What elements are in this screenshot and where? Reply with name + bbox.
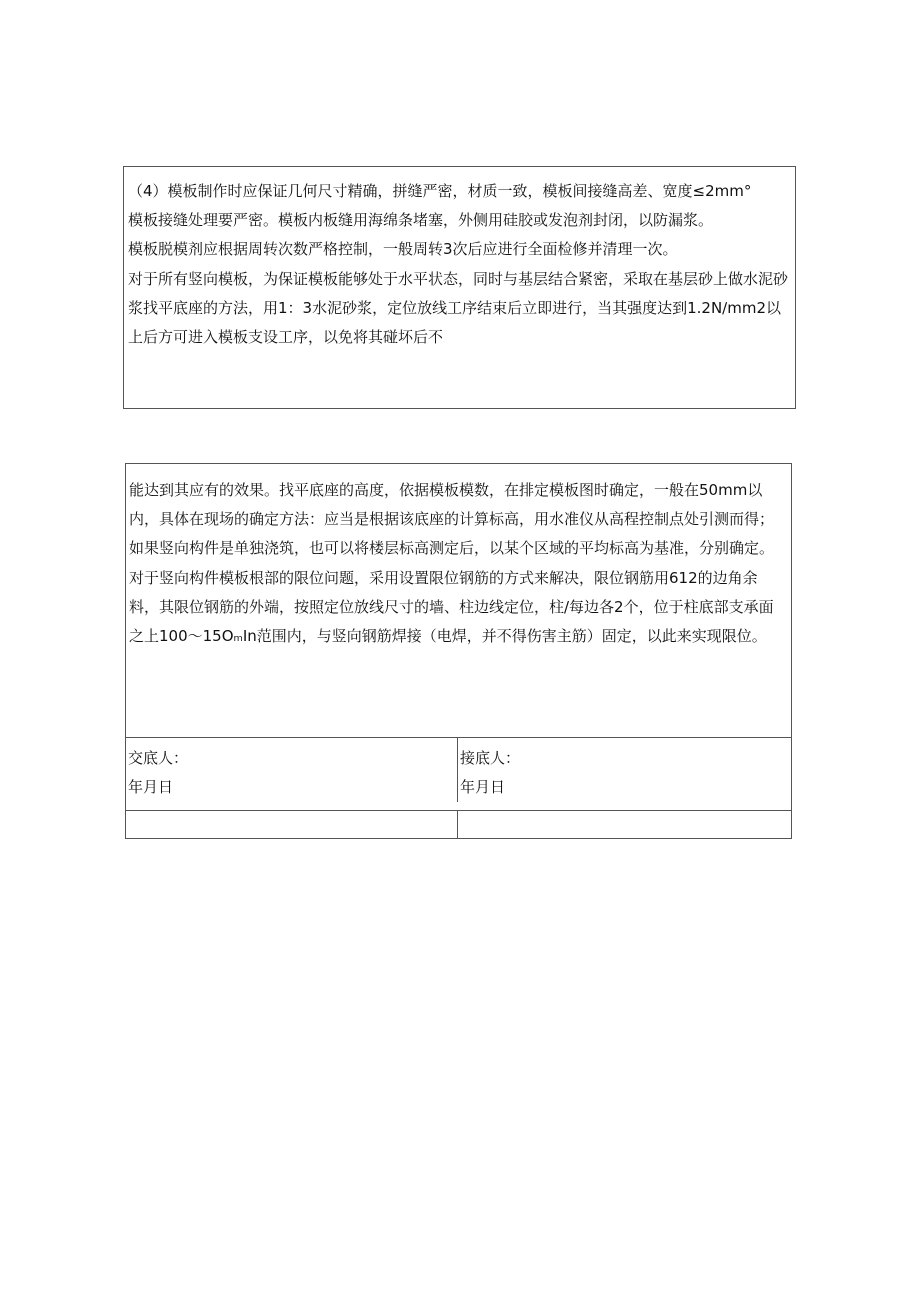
section-1-box [123,166,796,409]
paragraph-joint-treatment: 模板接缝处理要严密。模板内板缝用海绵条堵塞，外侧用硅胶或发泡剂封闭，以防漏浆。 [128,211,714,230]
paragraph-leveling-base: 能达到其应有的效果。找平底座的高度，依据模板模数，在排定模板图时确定，一般在50mm以内，具体在现场的确定方法：应当是根据该底座的计算标高，用水准仪从高程控制点处引测而得；如果竖向构件是单独浇筑，也可以将楼层标高测定后，以某个区域的平均标高为基准，分别确定。 [129,481,775,558]
paragraph-release-agent: 模板脱模剂应根据周转次数严格控制，一般周转3次后应进行全面检修并清理一次。 [128,240,678,259]
paragraph-template-accuracy: （4）模板制作时应保证几何尺寸精确，拼缝严密，材质一致，模板间接缝高差、宽度≤2mm° [128,182,752,200]
receiver-date: 年月日 [460,778,506,796]
section-2-content [126,464,791,734]
blank-cell-right [458,811,791,839]
receiver-person-label: 接底人： [460,749,521,767]
handover-date: 年月日 [128,778,174,796]
section-2-table [125,463,792,839]
blank-cell-left [126,811,458,839]
paragraph-limit-rebar: 对于竖向构件模板根部的限位问题，采用设置限位钢筋的方式来解决，限位钢筋用612的边角余料，其限位钢筋的外端，按照定位放线尺寸的墙、柱边线定位，柱/每边各2个，位于柱底部支承面之上100～15OₘIn范围内，与竖向钢筋焊接（电焊，并不得伤害主筋）固定，以此来实现限位。 [129,568,774,646]
blank-row [126,810,791,839]
handover-person-label: 交底人： [128,749,189,767]
handover-person-cell [126,738,458,802]
signature-row [126,737,791,802]
receiver-person-cell [458,738,791,802]
paragraph-vertical-formwork: 对于所有竖向模板，为保证模板能够处于水平状态，同时与基层结合紧密，采取在基层砂上做水泥砂浆找平底座的方法，用1：3水泥砂浆，定位放线工序结束后立即进行，当其强度达到1.2N∕mm2以上后方可进入模板支设工序，以免将其碰坏后不 [128,269,789,347]
